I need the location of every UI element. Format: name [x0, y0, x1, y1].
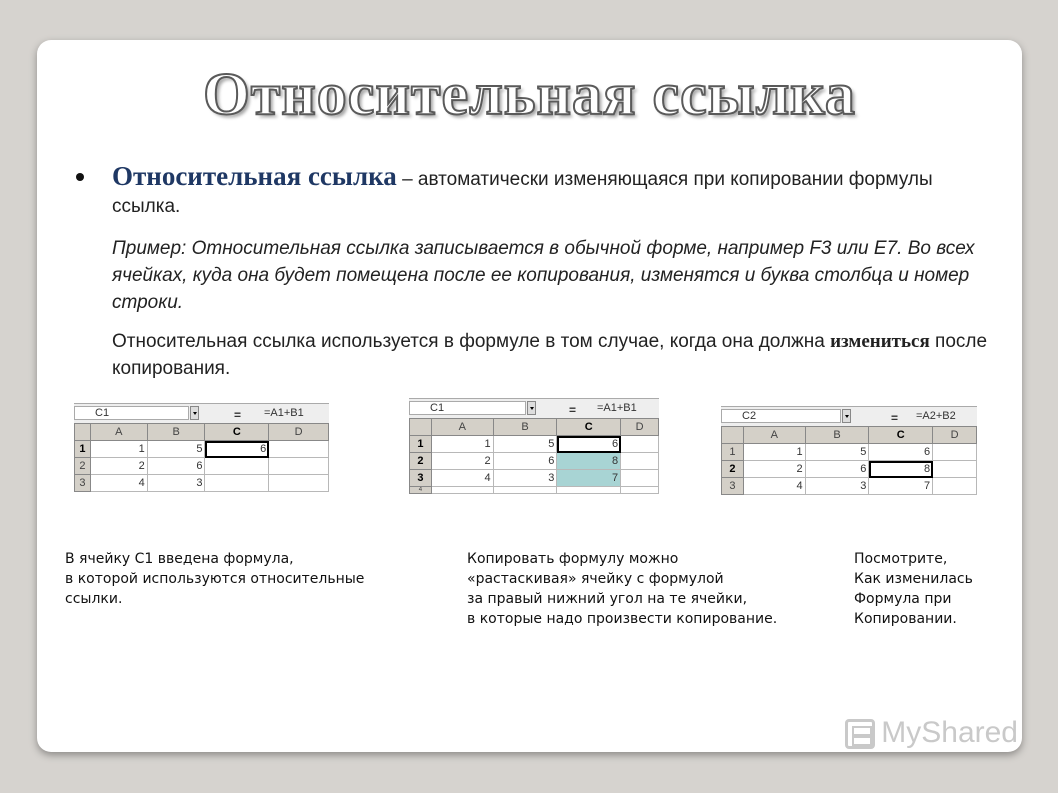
cell-c2[interactable]: 8	[557, 453, 621, 470]
row-header[interactable]: 3	[722, 478, 744, 495]
cell-c3[interactable]	[205, 475, 269, 492]
column-header-a[interactable]: A	[431, 419, 493, 436]
caption-2: Копировать формулу можно «растаскивая» ячейку с формулой за правый нижний угол на те ячейки, в которые надо произвести копирование.	[467, 551, 778, 627]
cell-c2[interactable]	[205, 458, 269, 475]
corner-cell[interactable]	[722, 427, 744, 444]
cell-a1[interactable]: 1	[431, 436, 493, 453]
cell-d1[interactable]	[269, 441, 329, 458]
cell-a1[interactable]: 1	[743, 444, 805, 461]
definition-term: Относительная ссылка	[112, 161, 397, 191]
corner-cell[interactable]	[410, 419, 432, 436]
formula-text[interactable]: =A1+B1	[264, 407, 304, 419]
usage-before: Относительная ссылка используется в формуле в том случае, когда она должна	[112, 331, 831, 352]
formula-text[interactable]: =A1+B1	[597, 402, 637, 414]
cell-c1[interactable]: 6	[557, 436, 621, 453]
equals-button[interactable]: =	[569, 403, 577, 417]
example-paragraph: Пример: Относительная ссылка записывается в обычной форме, например F3 или E7. Во всех ячейках, куда она будет помещена после ее копирования, изменятся и буква столбца и номер строки.	[112, 238, 975, 313]
logo-text: MyShared	[881, 716, 1018, 749]
formula-text[interactable]: =A2+B2	[916, 410, 956, 422]
cell-b4[interactable]	[493, 487, 557, 494]
usage-emphasis: измениться	[830, 331, 930, 352]
cell-b1[interactable]: 5	[805, 444, 869, 461]
name-box[interactable]: C1	[409, 401, 526, 415]
column-header-d[interactable]: D	[269, 424, 329, 441]
logo-icon	[845, 719, 875, 749]
row-header[interactable]: 1	[75, 441, 91, 458]
title-wrap	[37, 60, 1022, 129]
definition-text: – автоматически изменяющаяся при копировании формулы ссылка.	[112, 169, 933, 217]
column-header-b[interactable]: B	[805, 427, 869, 444]
formula-bar	[721, 406, 977, 427]
cell-b3[interactable]: 3	[805, 478, 869, 495]
cell-d1[interactable]	[933, 444, 977, 461]
formula-bar	[409, 398, 659, 419]
row-header[interactable]: 1	[410, 436, 432, 453]
row-header[interactable]: 3	[410, 470, 432, 487]
caption-1: В ячейку С1 введена формула, в которой используются относительные ссылки.	[65, 551, 365, 607]
column-header-b[interactable]: B	[493, 419, 557, 436]
slide	[37, 40, 1022, 752]
cell-grid	[409, 418, 659, 494]
row-header[interactable]: 4	[410, 487, 432, 494]
cell-b2[interactable]: 6	[147, 458, 205, 475]
row-header[interactable]: 3	[75, 475, 91, 492]
row-header[interactable]: 2	[722, 461, 744, 478]
cell-c3[interactable]: 7	[557, 470, 621, 487]
cell-a2[interactable]: 2	[743, 461, 805, 478]
row-header[interactable]: 1	[722, 444, 744, 461]
cell-d4[interactable]	[621, 487, 659, 494]
column-header-d[interactable]: D	[933, 427, 977, 444]
cell-a3[interactable]: 4	[431, 470, 493, 487]
cell-a2[interactable]: 2	[431, 453, 493, 470]
cell-c1[interactable]: 6	[869, 444, 933, 461]
caption-3: Посмотрите, Как изменилась Формула при Копировании.	[854, 551, 973, 627]
column-header-c[interactable]: C	[869, 427, 933, 444]
cell-b3[interactable]: 3	[493, 470, 557, 487]
corner-cell[interactable]	[75, 424, 91, 441]
name-box[interactable]: C1	[74, 406, 189, 420]
column-header-a[interactable]: A	[743, 427, 805, 444]
cell-a3[interactable]: 4	[743, 478, 805, 495]
cell-a2[interactable]: 2	[90, 458, 147, 475]
definition-paragraph	[112, 163, 992, 220]
row-header[interactable]: 2	[410, 453, 432, 470]
cell-d1[interactable]	[621, 436, 659, 453]
column-header-b[interactable]: B	[147, 424, 205, 441]
column-header-d[interactable]: D	[621, 419, 659, 436]
column-header-c[interactable]: C	[557, 419, 621, 436]
usage-paragraph	[112, 328, 992, 382]
slide-title: Относительная ссылка	[203, 61, 856, 127]
cell-c1[interactable]: 6	[205, 441, 269, 458]
equals-button[interactable]: =	[234, 408, 242, 422]
dropdown-icon[interactable]	[190, 406, 199, 420]
cell-d2[interactable]	[269, 458, 329, 475]
cell-b3[interactable]: 3	[147, 475, 205, 492]
cell-grid	[721, 426, 977, 495]
cell-c4[interactable]	[557, 487, 621, 494]
cell-d2[interactable]	[621, 453, 659, 470]
column-header-c[interactable]: C	[205, 424, 269, 441]
bullet-icon	[76, 173, 84, 181]
cell-d3[interactable]	[621, 470, 659, 487]
cell-a3[interactable]: 4	[90, 475, 147, 492]
usage-after: после копирования.	[112, 331, 988, 379]
cell-d3[interactable]	[269, 475, 329, 492]
cell-b1[interactable]: 5	[147, 441, 205, 458]
equals-button[interactable]: =	[891, 411, 899, 425]
logo	[845, 716, 1018, 750]
cell-b1[interactable]: 5	[493, 436, 557, 453]
formula-bar	[74, 403, 329, 424]
dropdown-icon[interactable]	[842, 409, 851, 423]
cell-a4[interactable]	[431, 487, 493, 494]
name-box[interactable]: C2	[721, 409, 841, 423]
column-header-a[interactable]: A	[90, 424, 147, 441]
cell-d2[interactable]	[933, 461, 977, 478]
cell-c2[interactable]: 8	[869, 461, 933, 478]
cell-b2[interactable]: 6	[805, 461, 869, 478]
dropdown-icon[interactable]	[527, 401, 536, 415]
row-header[interactable]: 2	[75, 458, 91, 475]
cell-c3[interactable]: 7	[869, 478, 933, 495]
cell-b2[interactable]: 6	[493, 453, 557, 470]
cell-grid	[74, 423, 329, 492]
cell-a1[interactable]: 1	[90, 441, 147, 458]
cell-d3[interactable]	[933, 478, 977, 495]
